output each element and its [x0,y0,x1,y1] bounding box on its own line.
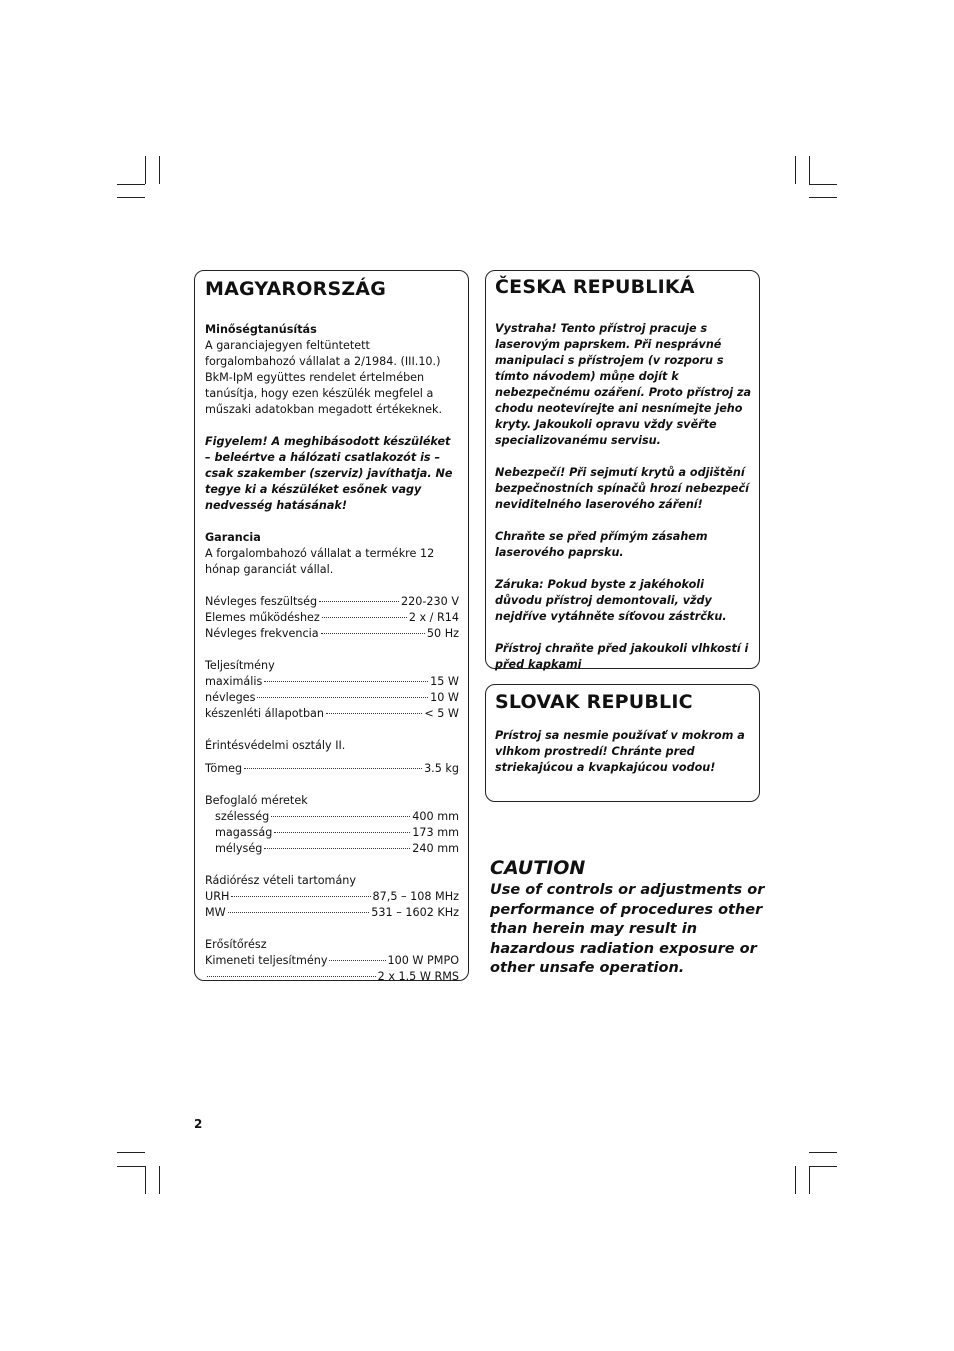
caution-section [490,857,770,979]
slovak-title: SLOVAK REPUBLIC [495,691,693,713]
performance-heading: Teljesítmény [205,659,275,672]
crop-mark [809,184,837,185]
crop-mark [159,1166,160,1194]
page-number: 2 [194,1117,203,1131]
spec-row-mw: MW 531 – 1602 KHz [205,906,459,919]
guarantee-heading: Garancia [205,531,261,544]
hungary-section [194,270,469,981]
quality-text: A garanciajegyen feltüntetett forgalombahozó vállalat a 2/1984. (III.10.) BkM-IpM együttes rendelet értelmében tanúsítja, hogy ezen készülék megfelel a műszaki adatokban megadott értékeknek. [205,339,443,416]
czech-paragraph: Záruka: Pokud byste z jakéhokoli důvodu přístroj demontovali, vždy nejdříve vytáhněte síťovou zástrčku. [495,578,727,623]
spec-row-voltage: Névleges feszültség 220-230 V [205,595,459,608]
spec-row-width: szélesség 400 mm [215,810,459,823]
crop-mark [159,156,160,184]
spec-row-depth: mélység 240 mm [215,842,459,855]
crop-mark [795,156,796,184]
hungary-title: MAGYARORSZÁG [205,278,387,300]
crop-mark [809,156,810,184]
spec-row-fm: URH 87,5 – 108 MHz [205,890,459,903]
crop-mark [117,184,145,185]
spec-row-nominal-power: névleges 10 W [205,691,459,704]
spec-row-height: magasság 173 mm [215,826,459,839]
czech-paragraph: Přístroj chraňte před jakoukoli vlhkostí i před kapkami [495,642,749,671]
czech-section [485,270,760,669]
amp-heading: Erősítőrész [205,938,267,951]
spec-row-weight: Tömeg 3.5 kg [205,762,459,775]
crop-mark [145,1166,146,1194]
crop-mark [795,1166,796,1194]
crop-mark [117,1166,145,1167]
protection-class: Érintésvédelmi osztály II. [205,739,346,752]
spec-row-battery: Elemes működéshez 2 x / R14 [205,611,459,624]
czech-title: ČESKA REPUBLIKÁ [495,276,695,298]
crop-mark [809,1166,837,1167]
spec-row-output-pmpo: Kimeneti teljesítmény 100 W PMPO [205,954,459,967]
dimensions-heading: Befoglaló méretek [205,794,308,807]
crop-mark [117,197,145,198]
crop-mark [809,197,837,198]
crop-mark [117,1152,145,1153]
spec-row-max-power: maximális 15 W [205,675,459,688]
caution-title: CAUTION [490,857,586,879]
warning-text: Figyelem! A meghibásodott készüléket – beleértve a hálózati csatlakozót is – csak szakember (szerviz) javíthatja. Ne tegye ki a készüléket esőnek vagy nedvesség hatásának! [205,435,453,512]
czech-paragraph: Nebezpečí! Při sejmutí krytů a odjištění bezpečnostních spínačů hrozí nebezpečí neviditelného laserového záření! [495,466,749,511]
guarantee-text: A forgalombahozó vállalat a termékre 12 hónap garanciát vállal. [205,547,435,576]
czech-paragraph: Chraňte se před přímým zásahem laserového paprsku. [495,530,708,559]
czech-paragraph: Vystraha! Tento přístroj pracuje s laserovým paprskem. Při nesprávné manipulaci s přístrojem (v rozporu s tímto návodem) můņe dojít k nebezpečnému ozáření. Proto přístroj za chodu neotevírejte ani nesnímejte jeho kryty. Jakoukoli opravu vždy svěřte specializovanému servisu. [495,322,752,447]
quality-heading: Minőségtanúsítás [205,323,317,336]
slovak-text: Prístroj sa nesmie používať v mokrom a vlhkom prostredí! Chránte pred striekajúcou a kvapkajúcou vodou! [495,729,745,774]
spec-row-frequency: Névleges frekvencia 50 Hz [205,627,459,640]
slovak-section [485,684,760,802]
crop-mark [809,1166,810,1194]
crop-mark [145,156,146,184]
spec-row-standby-power: készenléti állapotban < 5 W [205,707,459,720]
spec-row-output-rms: 2 x 1.5 W RMS [205,969,459,985]
caution-text: Use of controls or adjustments or performance of procedures other than herein may result in hazardous radiation exposure or other unsafe operation. [490,882,765,976]
crop-mark [809,1152,837,1153]
radio-heading: Rádiórész vételi tartomány [205,874,357,887]
